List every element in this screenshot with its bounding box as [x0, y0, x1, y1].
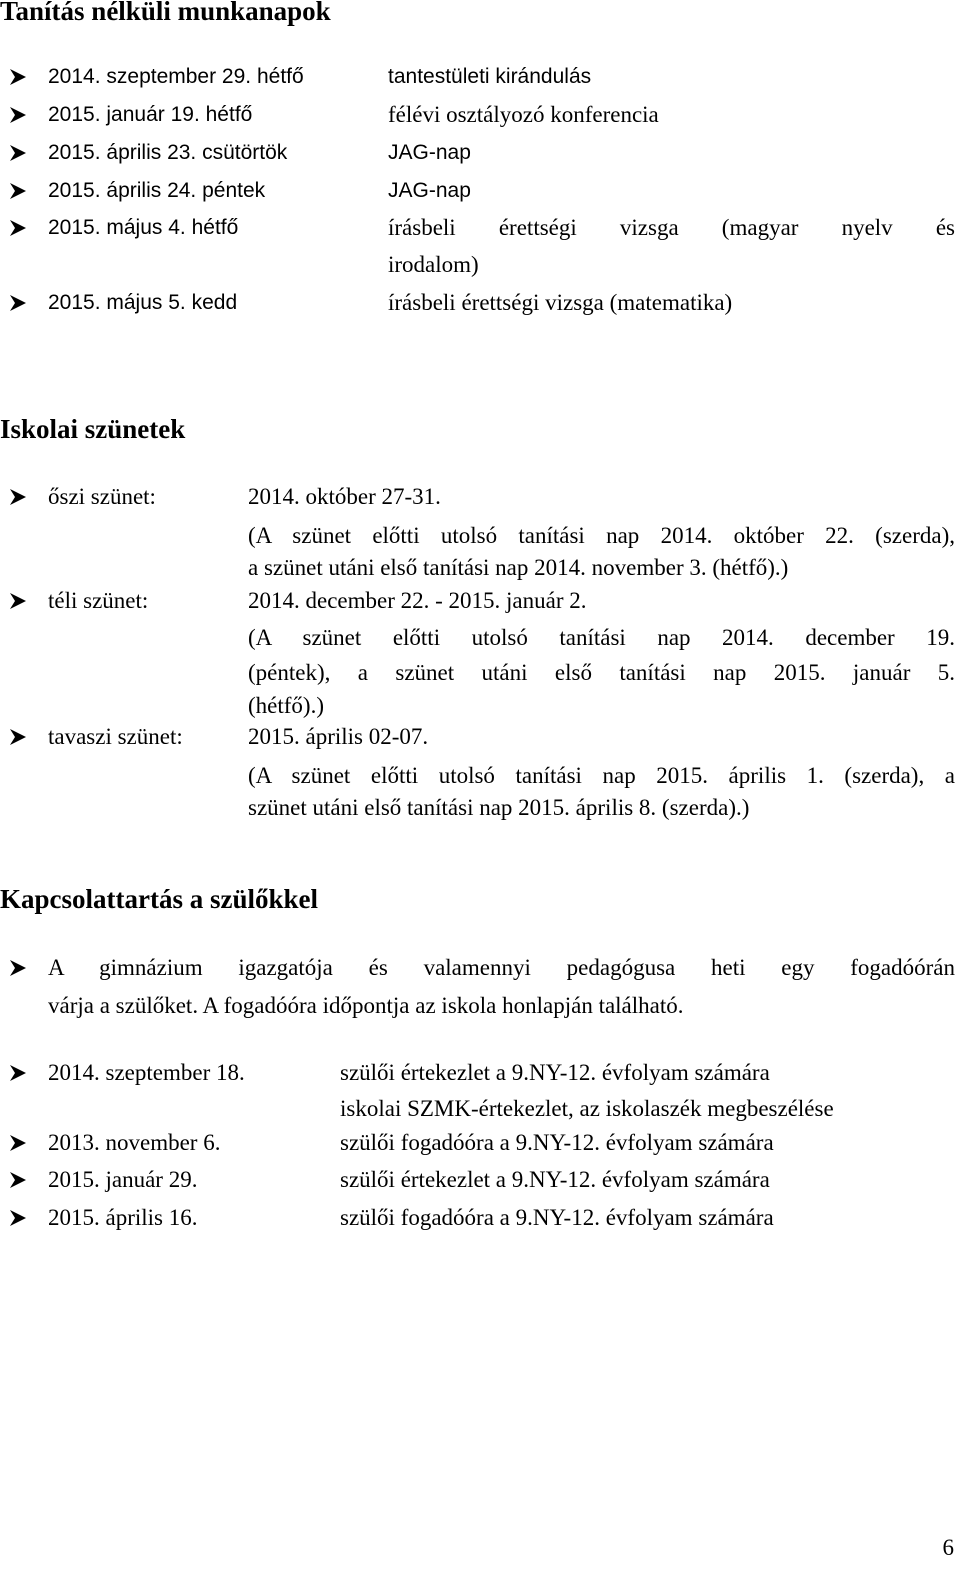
- meeting-item-continuation: [0, 1094, 960, 1124]
- heading-parent-contact: Kapcsolattartás a szülőkkel: [0, 884, 319, 914]
- meeting-date: 2015. január 29.: [48, 1167, 198, 1192]
- list-item: [0, 176, 960, 206]
- event-description-continued: irodalom): [388, 252, 479, 277]
- meeting-description: szülői fogadóóra a 9.NY-12. évfolyam számára: [340, 1205, 774, 1230]
- arrowhead-bullet-icon: [8, 586, 30, 616]
- parent-contact-paragraph: [48, 949, 955, 1025]
- arrowhead-bullet-icon: [8, 138, 30, 168]
- event-date: 2015. május 5. kedd: [48, 291, 238, 314]
- meeting-description: szülői értekezlet a 9.NY-12. évfolyam számára: [340, 1167, 770, 1192]
- holiday-label: tavaszi szünet:: [48, 724, 183, 749]
- meeting-date: 2014. szeptember 18.: [48, 1060, 245, 1085]
- arrowhead-bullet-icon: [8, 176, 30, 206]
- holiday-range: 2014. október 27-31.: [248, 484, 441, 509]
- arrowhead-bullet-icon: [8, 1165, 30, 1195]
- arrowhead-bullet-icon: [8, 288, 30, 318]
- event-description: tantestületi kirándulás: [388, 65, 592, 88]
- event-description: JAG-nap: [388, 179, 471, 202]
- list-item: [0, 100, 960, 130]
- holiday-note-line: a szünet utáni első tanítási nap 2014. november 3. (hétfő).): [248, 555, 789, 580]
- meeting-description: szülői értekezlet a 9.NY-12. évfolyam számára: [340, 1060, 770, 1085]
- arrowhead-bullet-icon: [8, 213, 30, 243]
- arrowhead-bullet-icon: [8, 722, 30, 752]
- list-item: [0, 138, 960, 168]
- paragraph-line: várja a szülőket. A fogadóóra időpontja az iskola honlapján található.: [48, 993, 684, 1018]
- event-description: JAG-nap: [388, 141, 471, 164]
- holiday-label: téli szünet:: [48, 588, 149, 613]
- paragraph-line: A gimnázium igazgatója és valamennyi pedagógusa heti egy fogadóórán: [48, 955, 955, 980]
- event-date: 2015. május 4. hétfő: [48, 216, 239, 239]
- list-item-continuation: [0, 250, 960, 280]
- meeting-item: [0, 1058, 960, 1088]
- meeting-description-continued: iskolai SZMK-értekezlet, az iskolaszék megbeszélése: [340, 1096, 834, 1121]
- holiday-note-line: (hétfő).): [248, 693, 324, 718]
- event-date: 2015. április 23. csütörtök: [48, 141, 288, 164]
- list-item: [0, 62, 960, 92]
- event-date: 2014. szeptember 29. hétfő: [48, 65, 304, 88]
- holiday-note-line: (A szünet előtti utolsó tanítási nap 2015. április 1. (szerda), a: [248, 763, 955, 788]
- event-description: félévi osztályozó konferencia: [388, 102, 659, 127]
- event-description: írásbeli érettségi vizsga (magyar nyelv és: [388, 215, 955, 240]
- event-date: 2015. január 19. hétfő: [48, 103, 253, 126]
- heading-non-teaching-days: Tanítás nélküli munkanapok: [0, 0, 331, 26]
- holiday-note-line: (péntek), a szünet utáni első tanítási nap 2015. január 5.: [248, 660, 955, 685]
- arrowhead-bullet-icon: [8, 1058, 30, 1088]
- event-description: írásbeli érettségi vizsga (matematika): [388, 290, 733, 315]
- meeting-item: [0, 1203, 960, 1233]
- holiday-note-line: (A szünet előtti utolsó tanítási nap 2014. december 19.: [248, 625, 955, 650]
- heading-school-holidays: Iskolai szünetek: [0, 414, 186, 444]
- list-item: [0, 213, 960, 243]
- meeting-item: [0, 1165, 960, 1195]
- meeting-description: szülői fogadóóra a 9.NY-12. évfolyam számára: [340, 1130, 774, 1155]
- arrowhead-bullet-icon: [8, 100, 30, 130]
- event-date: 2015. április 24. péntek: [48, 179, 266, 202]
- meeting-date: 2015. április 16.: [48, 1205, 198, 1230]
- holiday-note-line: szünet utáni első tanítási nap 2015. április 8. (szerda).): [248, 795, 750, 820]
- holiday-range: 2015. április 02-07.: [248, 724, 429, 749]
- holiday-range: 2014. december 22. - 2015. január 2.: [248, 588, 587, 613]
- meeting-date: 2013. november 6.: [48, 1130, 221, 1155]
- page-number: 6: [942, 1535, 954, 1560]
- holiday-label: őszi szünet:: [48, 484, 156, 509]
- holiday-item: [0, 586, 960, 616]
- holiday-item: [0, 722, 960, 752]
- arrowhead-bullet-icon: [8, 953, 30, 983]
- arrowhead-bullet-icon: [8, 1203, 30, 1233]
- holiday-note-line: (A szünet előtti utolsó tanítási nap 2014. október 22. (szerda),: [248, 523, 955, 548]
- meeting-item: [0, 1128, 960, 1158]
- list-item: [0, 288, 960, 318]
- arrowhead-bullet-icon: [8, 62, 30, 92]
- arrowhead-bullet-icon: [8, 482, 30, 512]
- arrowhead-bullet-icon: [8, 1128, 30, 1158]
- holiday-item: [0, 482, 960, 512]
